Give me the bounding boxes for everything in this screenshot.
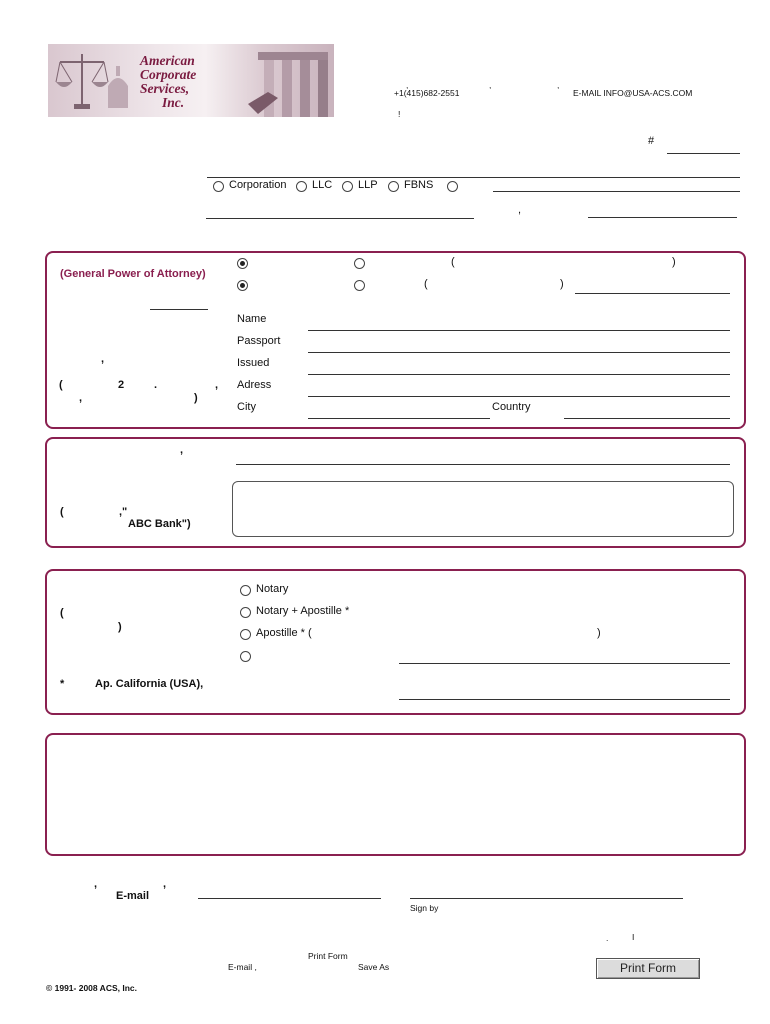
- notary-label: Notary: [256, 583, 289, 595]
- notary-apostille-label: Notary + Apostille *: [256, 605, 350, 617]
- corporation-label: Corporation: [229, 179, 287, 191]
- print-form-text: Print Form: [308, 951, 348, 961]
- contact-email: E-MAIL INFO@USA-ACS.COM: [573, 88, 693, 98]
- company-logo: [48, 44, 334, 117]
- poa-left-two: 2: [118, 379, 125, 391]
- footnote-star: *: [60, 678, 65, 690]
- company-name-field[interactable]: [207, 177, 740, 178]
- signature-field[interactable]: [410, 898, 683, 899]
- bank-details-textarea[interactable]: [232, 481, 734, 537]
- footer-comma: ,: [94, 878, 98, 890]
- name-field[interactable]: [308, 330, 730, 331]
- cert-second-field[interactable]: [399, 699, 730, 700]
- footnote-text: Ap. California (USA),: [95, 678, 204, 690]
- scales-icon: [52, 48, 136, 114]
- country-field[interactable]: [564, 418, 730, 419]
- poa-title: (General Power of Attorney): [60, 268, 206, 280]
- columns-icon: [248, 44, 334, 117]
- email-text: E-mail ,: [228, 962, 257, 972]
- apostille-close: ): [597, 627, 601, 639]
- mid-comma: ,: [518, 204, 522, 216]
- logo-text: American Corporate Services, Inc.: [140, 53, 197, 110]
- poa-left-dot: .: [154, 379, 158, 391]
- country-label: Country: [492, 401, 531, 413]
- corporation-radio[interactable]: [213, 181, 224, 192]
- poa-left-paren: (: [59, 379, 63, 391]
- fbns-label: FBNS: [404, 179, 434, 191]
- bank-quote: ,": [119, 506, 128, 518]
- other-type-field[interactable]: [493, 191, 740, 192]
- certification-section: [45, 569, 746, 715]
- poa-paren: (: [424, 278, 428, 290]
- name-label: Name: [237, 313, 267, 325]
- bank-comma: ,: [180, 444, 184, 456]
- footer-dot: .: [606, 933, 609, 943]
- number-sign: #: [648, 135, 655, 147]
- bank-field[interactable]: [236, 464, 730, 465]
- notary-radio[interactable]: [240, 585, 251, 596]
- cert-other-radio[interactable]: [240, 651, 251, 662]
- print-form-button[interactable]: Print Form: [596, 958, 700, 979]
- issued-label: Issued: [237, 357, 270, 369]
- sign-by-label: Sign by: [410, 903, 439, 913]
- fbns-radio[interactable]: [388, 181, 399, 192]
- cert-paren: (: [60, 607, 64, 619]
- apostille-label: Apostille * (: [256, 627, 312, 639]
- footer-bar: I: [632, 932, 635, 942]
- poa-paren: ): [672, 256, 676, 268]
- email-field[interactable]: [198, 898, 381, 899]
- poa-option-4-radio[interactable]: [354, 280, 365, 291]
- bank-paren: (: [60, 506, 64, 518]
- poa-option-1-radio[interactable]: [237, 258, 248, 269]
- cert-other-field[interactable]: [399, 663, 730, 664]
- llp-radio[interactable]: [342, 181, 353, 192]
- poa-left-comma: ,: [101, 353, 105, 365]
- poa-option-2-radio[interactable]: [354, 258, 365, 269]
- city-label: City: [237, 401, 256, 413]
- issued-field[interactable]: [308, 374, 730, 375]
- poa-left-comma2: ,: [215, 379, 219, 391]
- poa-option-3-radio[interactable]: [237, 280, 248, 291]
- passport-label: Passport: [237, 335, 281, 347]
- passport-field[interactable]: [308, 352, 730, 353]
- order-number-field[interactable]: [667, 153, 740, 154]
- address-label: Adress: [237, 379, 272, 391]
- poa-left-comma3: ,: [79, 392, 83, 404]
- other-type-radio[interactable]: [447, 181, 458, 192]
- header-comma: ,: [489, 80, 492, 90]
- bank-example: ABC Bank"): [128, 518, 191, 530]
- poa-paren: (: [451, 256, 455, 268]
- state-field[interactable]: [206, 218, 474, 219]
- llc-radio[interactable]: [296, 181, 307, 192]
- poa-left-field[interactable]: [150, 309, 208, 310]
- address-field[interactable]: [308, 396, 730, 397]
- notary-apostille-radio[interactable]: [240, 607, 251, 618]
- email-label: E-mail: [116, 890, 150, 902]
- save-as-text: Save As: [358, 962, 390, 972]
- footer-comma: ,: [163, 878, 167, 890]
- date-field[interactable]: [588, 217, 737, 218]
- header-comma: ,: [406, 80, 409, 90]
- apostille-radio[interactable]: [240, 629, 251, 640]
- poa-paren: ): [560, 278, 564, 290]
- city-field[interactable]: [308, 418, 490, 419]
- phone-number: +1(415)682-2551: [394, 88, 460, 98]
- llc-label: LLC: [312, 179, 333, 191]
- poa-left-paren-close: ): [194, 392, 198, 404]
- copyright: © 1991- 2008 ACS, Inc.: [46, 983, 137, 993]
- header-exclamation: !: [398, 109, 401, 119]
- header-comma: ,: [557, 80, 560, 90]
- llp-label: LLP: [358, 179, 378, 191]
- poa-other-field[interactable]: [575, 293, 730, 294]
- notes-section[interactable]: [45, 733, 746, 856]
- cert-paren: ): [118, 621, 122, 633]
